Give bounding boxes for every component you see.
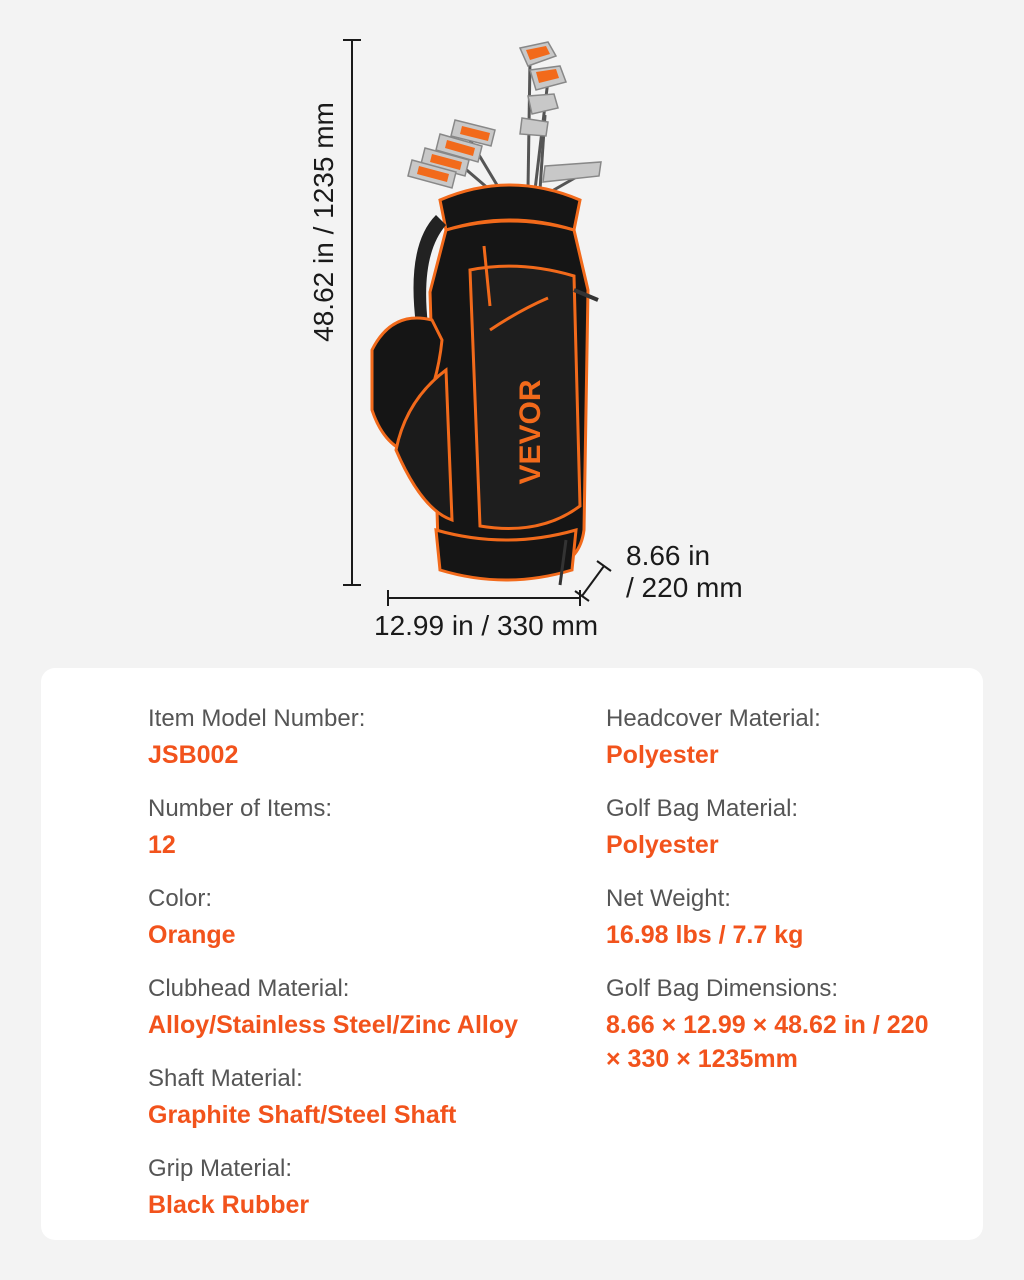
- width-dimension-line: [388, 590, 580, 606]
- spec-clubhead-material: [148, 974, 518, 1042]
- height-dimension-line: [343, 40, 361, 585]
- spec-label: Shaft Material:: [148, 1065, 303, 1092]
- spec-value: Orange: [148, 921, 236, 949]
- spec-headcover-material: [606, 704, 946, 772]
- spec-value: JSB002: [148, 741, 239, 769]
- spec-value: Black Rubber: [148, 1191, 310, 1219]
- spec-golf-bag-dimensions: [606, 974, 946, 1076]
- spec-label: Headcover Material:: [606, 705, 821, 732]
- spec-label: Golf Bag Material:: [606, 795, 799, 822]
- height-dimension-label: 48.62 in / 1235 mm: [308, 102, 339, 342]
- specs-right-column: [606, 704, 946, 1098]
- spec-label: Grip Material:: [148, 1155, 293, 1182]
- depth-dimension-line2: / 220 mm: [626, 572, 743, 603]
- vevor-logo: VEVOR: [514, 379, 547, 485]
- depth-dimension-label: [626, 540, 743, 604]
- spec-value: 8.66 × 12.99 × 48.62 in / 220 × 330 × 1235mm: [606, 1011, 929, 1073]
- spec-net-weight: [606, 884, 946, 952]
- spec-number-of-items: [148, 794, 518, 862]
- spec-value: Polyester: [606, 831, 719, 859]
- spec-grip-material: [148, 1154, 518, 1222]
- spec-label: Item Model Number:: [148, 705, 366, 732]
- width-dimension-label: 12.99 in / 330 mm: [374, 610, 599, 641]
- spec-value: 12: [148, 831, 176, 859]
- spec-item-model-number: [148, 704, 518, 772]
- specs-left-column: [148, 704, 518, 1244]
- golf-clubs: [408, 42, 601, 195]
- spec-value: Alloy/Stainless Steel/Zinc Alloy: [148, 1011, 519, 1039]
- spec-value: Polyester: [606, 741, 719, 769]
- depth-dimension-line1: 8.66 in: [626, 540, 711, 571]
- specifications-card: [41, 668, 983, 1240]
- spec-shaft-material: [148, 1064, 518, 1132]
- spec-golf-bag-material: [606, 794, 946, 862]
- spec-label: Net Weight:: [606, 885, 731, 912]
- spec-label: Color:: [148, 885, 213, 912]
- spec-label: Golf Bag Dimensions:: [606, 975, 839, 1002]
- spec-color: [148, 884, 518, 952]
- spec-label: Number of Items:: [148, 795, 333, 822]
- spec-value: 16.98 lbs / 7.7 kg: [606, 921, 804, 949]
- spec-value: Graphite Shaft/Steel Shaft: [148, 1101, 457, 1129]
- depth-dimension-line: [575, 561, 611, 601]
- golf-bag: [372, 185, 598, 585]
- spec-label: Clubhead Material:: [148, 975, 350, 1002]
